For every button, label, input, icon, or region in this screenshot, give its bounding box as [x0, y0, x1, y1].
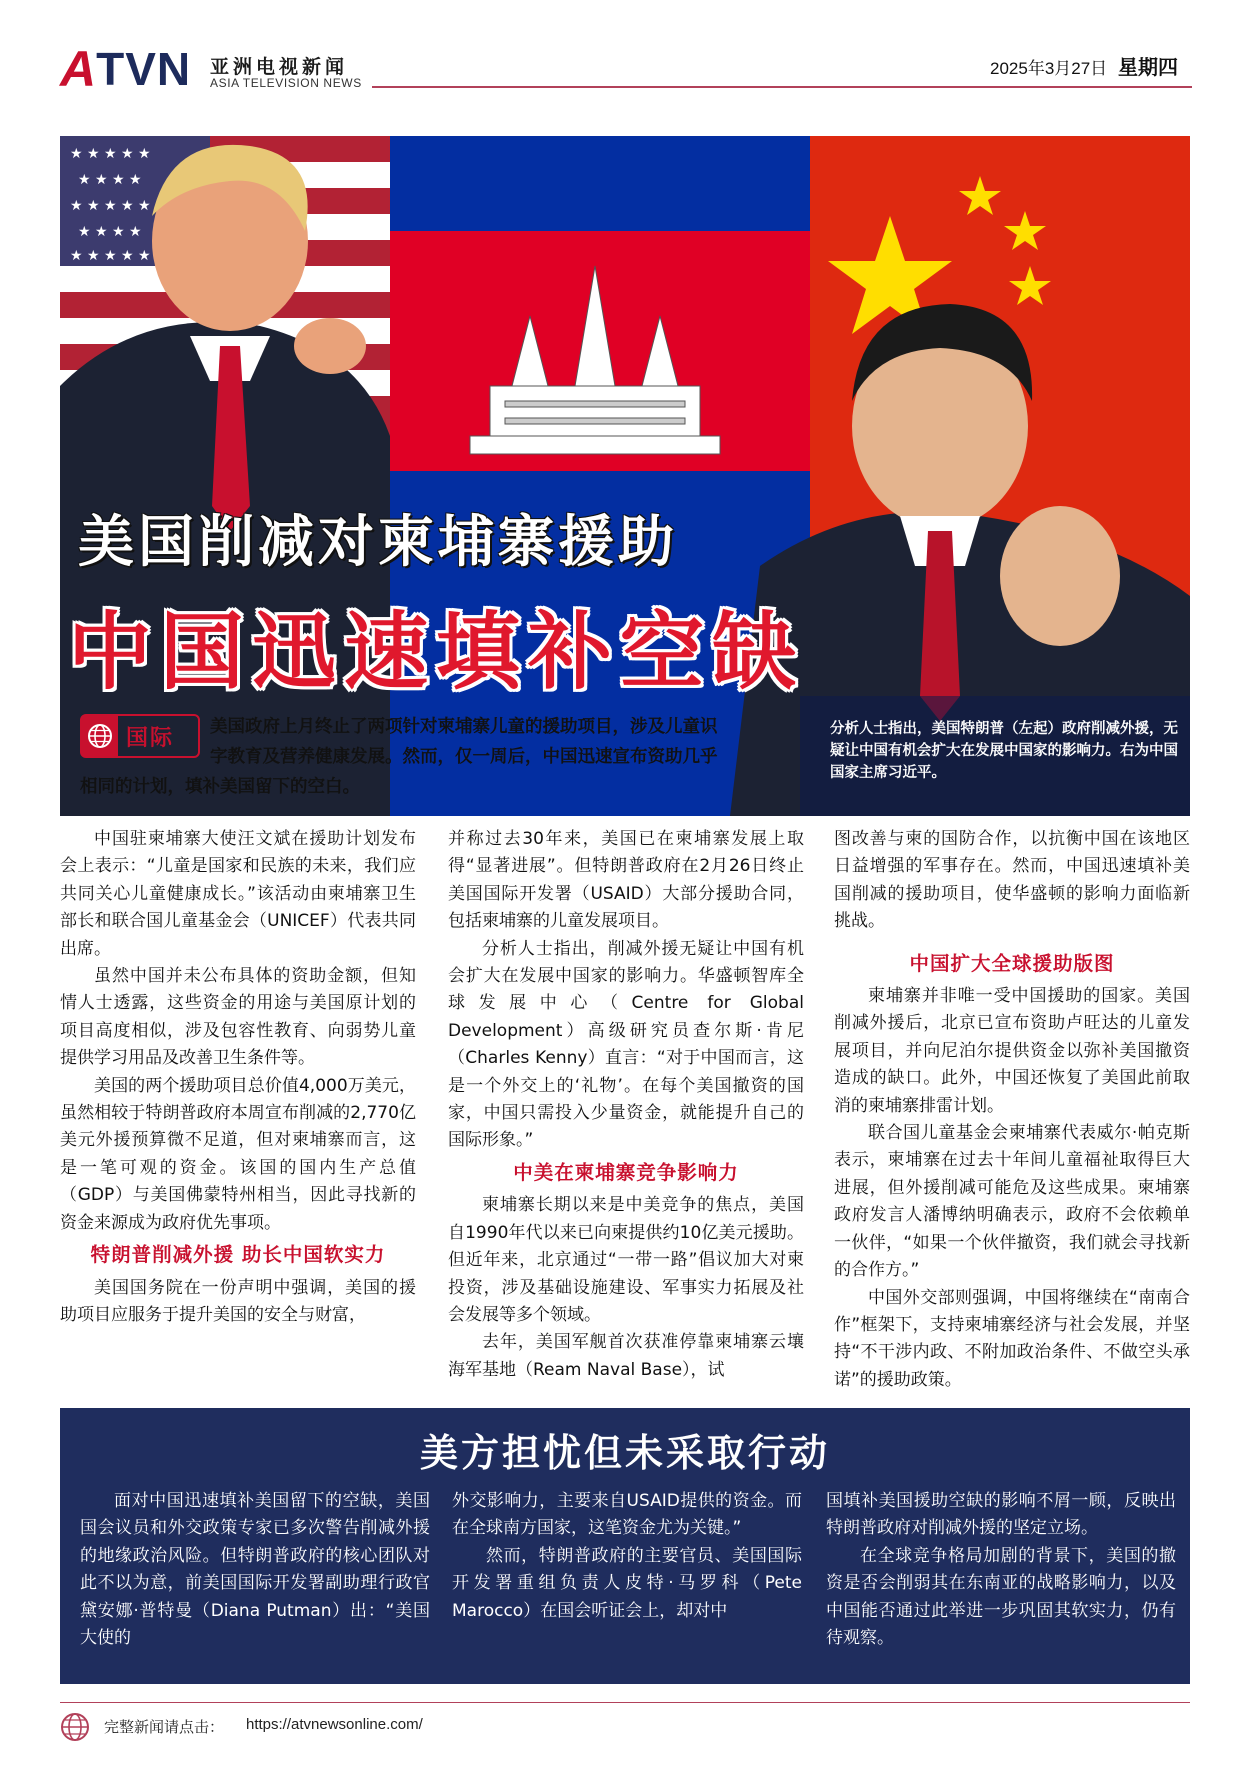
footer-label: 完整新闻请点击：: [104, 1718, 225, 1736]
web-globe-icon: [60, 1712, 90, 1742]
paragraph: 外交影响力，主要来自USAID提供的资金。而在全球南方国家，这笔资金尤为关键。”: [452, 1491, 802, 1539]
svg-text:★ ★ ★ ★ ★: ★ ★ ★ ★ ★: [70, 198, 151, 214]
photo-caption: 分析人士指出，美国特朗普（左起）政府削减外援，无疑让中国有机会扩大在发展中国家的影响力。右为中国国家主席习近平。: [830, 721, 1178, 781]
paragraph: 中国外交部则强调，中国将继续在“南南合作”框架下，支持柬埔寨经济与社会发展，并坚持“不干涉内政、不附加政治条件、不做空头承诺”的援助政策。: [834, 1287, 1190, 1390]
paragraph: 面对中国迅速填补美国留下的空缺，美国国会议员和外交政策专家已多次警告削减外援的地缘政治风险。但特朗普政府的核心团队对此不以为意，前美国国际开发署副助理行政官黛安娜·普特曼（Diana Putman）出：“美国大使的: [80, 1491, 430, 1649]
paragraph: 图改善与柬的国防合作，以抗衡中国在该地区日益增强的军事存在。然而，中国迅速填补美国削减的援助项目，使华盛顿的影响力面临新挑战。: [834, 829, 1190, 932]
issue-weekday: 星期四: [1118, 55, 1178, 79]
section-tag: [80, 714, 200, 758]
paragraph: 联合国儿童基金会柬埔寨代表威尔·帕克斯表示，柬埔寨在过去十年间儿童福祉取得巨大进展，但外援削减可能危及这些成果。柬埔寨政府发言人潘博纳明确表示，政府不会依赖单一伙伴，“如果一个伙伴撤资，我们就会寻找新的合作方。”: [834, 1123, 1190, 1281]
paragraph: 美国国务院在一份声明中强调，美国的援助项目应服务于提升美国的安全与财富，: [60, 1277, 416, 1325]
paragraph: 国填补美国援助空缺的影响不屑一顾，反映出特朗普政府对削减外援的坚定立场。: [826, 1491, 1176, 1539]
header-divider: [372, 86, 1192, 88]
svg-text:★ ★ ★ ★: ★ ★ ★ ★: [78, 224, 142, 240]
subheading: 中国扩大全球援助版图: [909, 951, 1115, 975]
headline-line-1: 美国削减对柬埔寨援助: [78, 510, 678, 575]
globe-icon: [82, 716, 118, 756]
issue-date: 2025年3月27日: [990, 59, 1108, 78]
box-column-1: [80, 1488, 430, 1652]
paragraph: 然而，特朗普政府的主要官员、美国国际开发署重组负责人皮特·马罗科（Pete Marocco）在国会听证会上，却对中: [452, 1545, 802, 1621]
footer-divider: [60, 1702, 1190, 1703]
paragraph: 在全球竞争格局加剧的背景下，美国的撤资是否会削弱其在东南亚的战略影响力，以及中国能否通过此举进一步巩固其软实力，仍有待观察。: [826, 1545, 1176, 1649]
paragraph: 美国的两个援助项目总价值4,000万美元，虽然相较于特朗普政府本周宣布削减的2,770亿美元外援预算微不足道，但对柬埔寨而言，这是一笔可观的资金。该国的国内生产总值（GDP）与美国佛蒙特州相当，因此寻找新的资金来源成为政府优先事项。: [60, 1075, 416, 1233]
brand-name-chinese: 亚洲电视新闻: [210, 56, 349, 78]
paragraph: 并称过去30年来，美国已在柬埔寨发展上取得“显著进展”。但特朗普政府在2月26日终止美国国际开发署（USAID）大部分援助合同，包括柬埔寨的儿童发展项目。: [448, 829, 804, 932]
logo-tvn: TVN: [96, 43, 192, 95]
subheading: 特朗普削减外援 助长中国软实力: [90, 1243, 386, 1267]
logo-letter-a: A: [60, 41, 97, 97]
paragraph: 中国驻柬埔寨大使汪文斌在援助计划发布会上表示：“儿童是国家和民族的未来，我们应共同关心儿童健康成长。”该活动由柬埔寨卫生部长和联合国儿童基金会（UNICEF）代表共同出席。: [60, 829, 416, 959]
brand-name-english: ASIA TELEVISION NEWS: [210, 76, 362, 90]
paragraph: 柬埔寨长期以来是中美竞争的焦点，美国自1990年代以来已向柬提供约10亿美元援助。但近年来，北京通过“一带一路”倡议加大对柬投资，涉及基础设施建设、军事实力拓展及社会发展等多个领域。: [448, 1195, 804, 1325]
footer-link[interactable]: https://atvnewsonline.com/: [246, 1716, 423, 1733]
lead-text: 美国政府上月终止了两项针对柬埔寨儿童的援助项目，涉及儿童识字教育及营养健康发展。然而，仅一周后，中国迅速宣布资助几乎相同的计划，填补美国留下的空白。: [80, 717, 718, 797]
paragraph: 虽然中国并未公布具体的资助金额，但知情人士透露，这些资金的用途与美国原计划的项目高度相似，涉及包容性教育、向弱势儿童提供学习用品及改善卫生条件等。: [60, 966, 416, 1069]
article-column-2: [448, 826, 804, 1384]
sidebar-box-title: 美方担忧但未采取行动: [419, 1431, 830, 1475]
article-column-3: [834, 826, 1190, 1394]
box-column-3: [826, 1488, 1176, 1652]
paragraph: 柬埔寨并非唯一受中国援助的国家。美国削减外援后，北京已宣布资助卢旺达的儿童发展项目，并向尼泊尔提供资金以弥补美国撤资造成的缺口。此外，中国还恢复了美国此前取消的柬埔寨排雷计划。: [834, 986, 1190, 1116]
paragraph: 去年，美国军舰首次获准停靠柬埔寨云壤海军基地（Ream Naval Base），试: [448, 1332, 804, 1380]
box-column-2: [452, 1488, 802, 1625]
headline-line-2: 中国迅速填补空缺: [68, 603, 805, 701]
atvn-logo: [60, 41, 192, 97]
svg-text:★ ★ ★ ★ ★: ★ ★ ★ ★ ★: [70, 146, 151, 162]
article-column-1: [60, 826, 416, 1329]
subheading: 中美在柬埔寨竞争影响力: [513, 1160, 739, 1184]
section-tag-label: 国际: [126, 725, 175, 751]
paragraph: 分析人士指出，削减外援无疑让中国有机会扩大在发展中国家的影响力。华盛顿智库全球发展中心（Centre for Global Development）高级研究员查尔斯·肯尼（Charles Kenny）直言：“对于中国而言，这是一个外交上的‘礼物’。在每个美国撤资的国家，中国只需投入少量资金，就能提升自己的国际形象。”: [448, 938, 804, 1151]
svg-text:★ ★ ★ ★: ★ ★ ★ ★: [78, 172, 142, 188]
svg-text:★ ★ ★ ★ ★: ★ ★ ★ ★ ★: [70, 248, 151, 264]
